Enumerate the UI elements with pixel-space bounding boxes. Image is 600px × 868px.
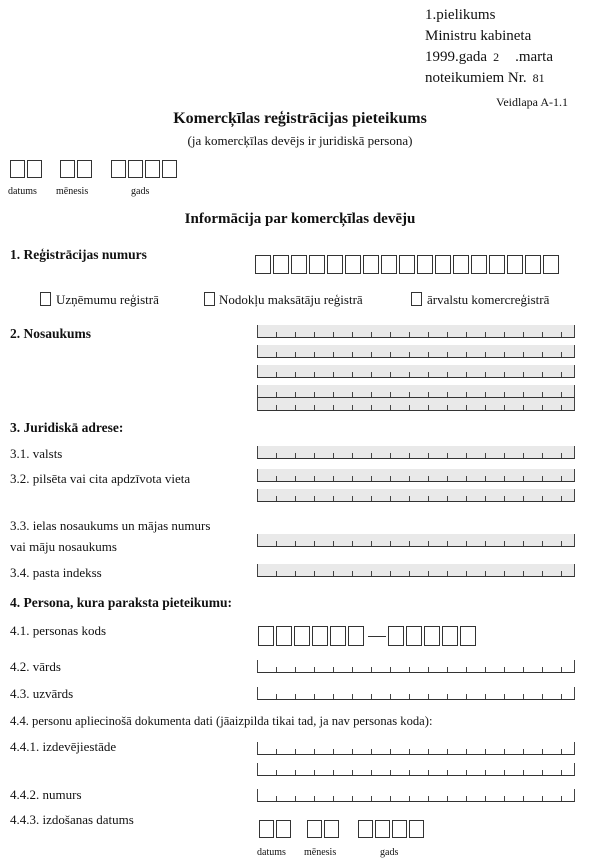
city-label: 3.2. pilsēta vai cita apdzīvota vieta	[10, 471, 191, 486]
personal-code-label: 4.1. personas kods	[10, 623, 107, 638]
name-field-line-1[interactable]	[257, 325, 575, 338]
annex-label: 1.pielikums	[425, 7, 496, 23]
personal-code-boxes-part-1[interactable]	[258, 626, 366, 646]
postal-code-label: 3.4. pasta indekss	[10, 565, 102, 580]
year-label: gads	[131, 186, 150, 197]
issuing-authority-field-line-2[interactable]	[257, 763, 575, 776]
month-label: mēnesis	[56, 186, 89, 197]
registration-number-boxes[interactable]	[255, 255, 561, 274]
issue-date-label: 4.4.3. izdošanas datums	[10, 812, 134, 827]
issuing-authority-label: 4.4.1. izdevējiestāde	[10, 739, 117, 754]
city-field-line-1[interactable]	[257, 469, 575, 482]
checkbox-taxpayer-register[interactable]	[204, 292, 215, 306]
personal-code-boxes-part-2[interactable]	[388, 626, 478, 646]
first-name-field[interactable]	[257, 660, 575, 673]
form-code: Veidlapa A-1.1	[496, 95, 568, 109]
month-boxes[interactable]	[60, 160, 94, 178]
name-label: 2. Nosaukums	[10, 326, 92, 341]
issue-month-label: mēnesis	[304, 847, 337, 858]
personal-code-dash	[368, 636, 386, 637]
section-heading: Informācija par komercķīlas devēju	[184, 211, 416, 227]
first-name-label: 4.2. vārds	[10, 659, 61, 674]
country-field[interactable]	[257, 446, 575, 459]
street-label-line-2: vai māju nosaukums	[10, 539, 117, 554]
regulation-date: 1999.gada 2 .marta	[425, 49, 553, 65]
page-subtitle: (ja komercķīlas devējs ir juridiskā persona)	[187, 133, 413, 148]
page-title: Komercķīlas reģistrācijas pieteikums	[173, 110, 427, 127]
surname-field[interactable]	[257, 687, 575, 700]
legal-address-label: 3. Juridiskā adrese:	[10, 420, 124, 435]
postal-code-field[interactable]	[257, 564, 575, 577]
issue-day-boxes[interactable]	[259, 820, 293, 838]
name-field-line-4[interactable]	[257, 385, 575, 398]
registration-number-label: 1. Reģistrācijas numurs	[10, 247, 147, 262]
country-label: 3.1. valsts	[10, 446, 63, 461]
document-number-label: 4.4.2. numurs	[10, 787, 82, 802]
name-field-line-3[interactable]	[257, 365, 575, 378]
checkbox-foreign-register-label: ārvalstu komercreģistrā	[427, 292, 550, 307]
issue-year-label: gads	[380, 847, 399, 858]
city-field-line-2[interactable]	[257, 489, 575, 502]
year-boxes[interactable]	[111, 160, 179, 178]
issue-month-boxes[interactable]	[307, 820, 341, 838]
checkbox-company-register[interactable]	[40, 292, 51, 306]
checkbox-company-register-label: Uzņēmumu reģistrā	[56, 292, 159, 307]
signer-label: 4. Persona, kura paraksta pieteikumu:	[10, 595, 233, 610]
issue-year-boxes[interactable]	[358, 820, 426, 838]
checkbox-foreign-register[interactable]	[411, 292, 422, 306]
name-field-line-2[interactable]	[257, 345, 575, 358]
day-boxes[interactable]	[10, 160, 44, 178]
street-field[interactable]	[257, 534, 575, 547]
name-field-line-5[interactable]	[257, 398, 575, 411]
identity-document-label: 4.4. personu apliecinošā dokumenta dati (jāaizpilda tikai tad, ja nav personas koda):	[10, 714, 433, 728]
document-number-field[interactable]	[257, 789, 575, 802]
issuing-authority-field-line-1[interactable]	[257, 742, 575, 755]
surname-label: 4.3. uzvārds	[10, 686, 74, 701]
issue-day-label: datums	[257, 847, 286, 858]
regulation-number: noteikumiem Nr. 81	[425, 70, 545, 86]
street-label-line-1: 3.3. ielas nosaukums un mājas numurs	[10, 518, 211, 533]
day-label: datums	[8, 186, 37, 197]
cabinet-label: Ministru kabineta	[425, 28, 532, 44]
checkbox-taxpayer-register-label: Nodokļu maksātāju reģistrā	[219, 292, 363, 307]
